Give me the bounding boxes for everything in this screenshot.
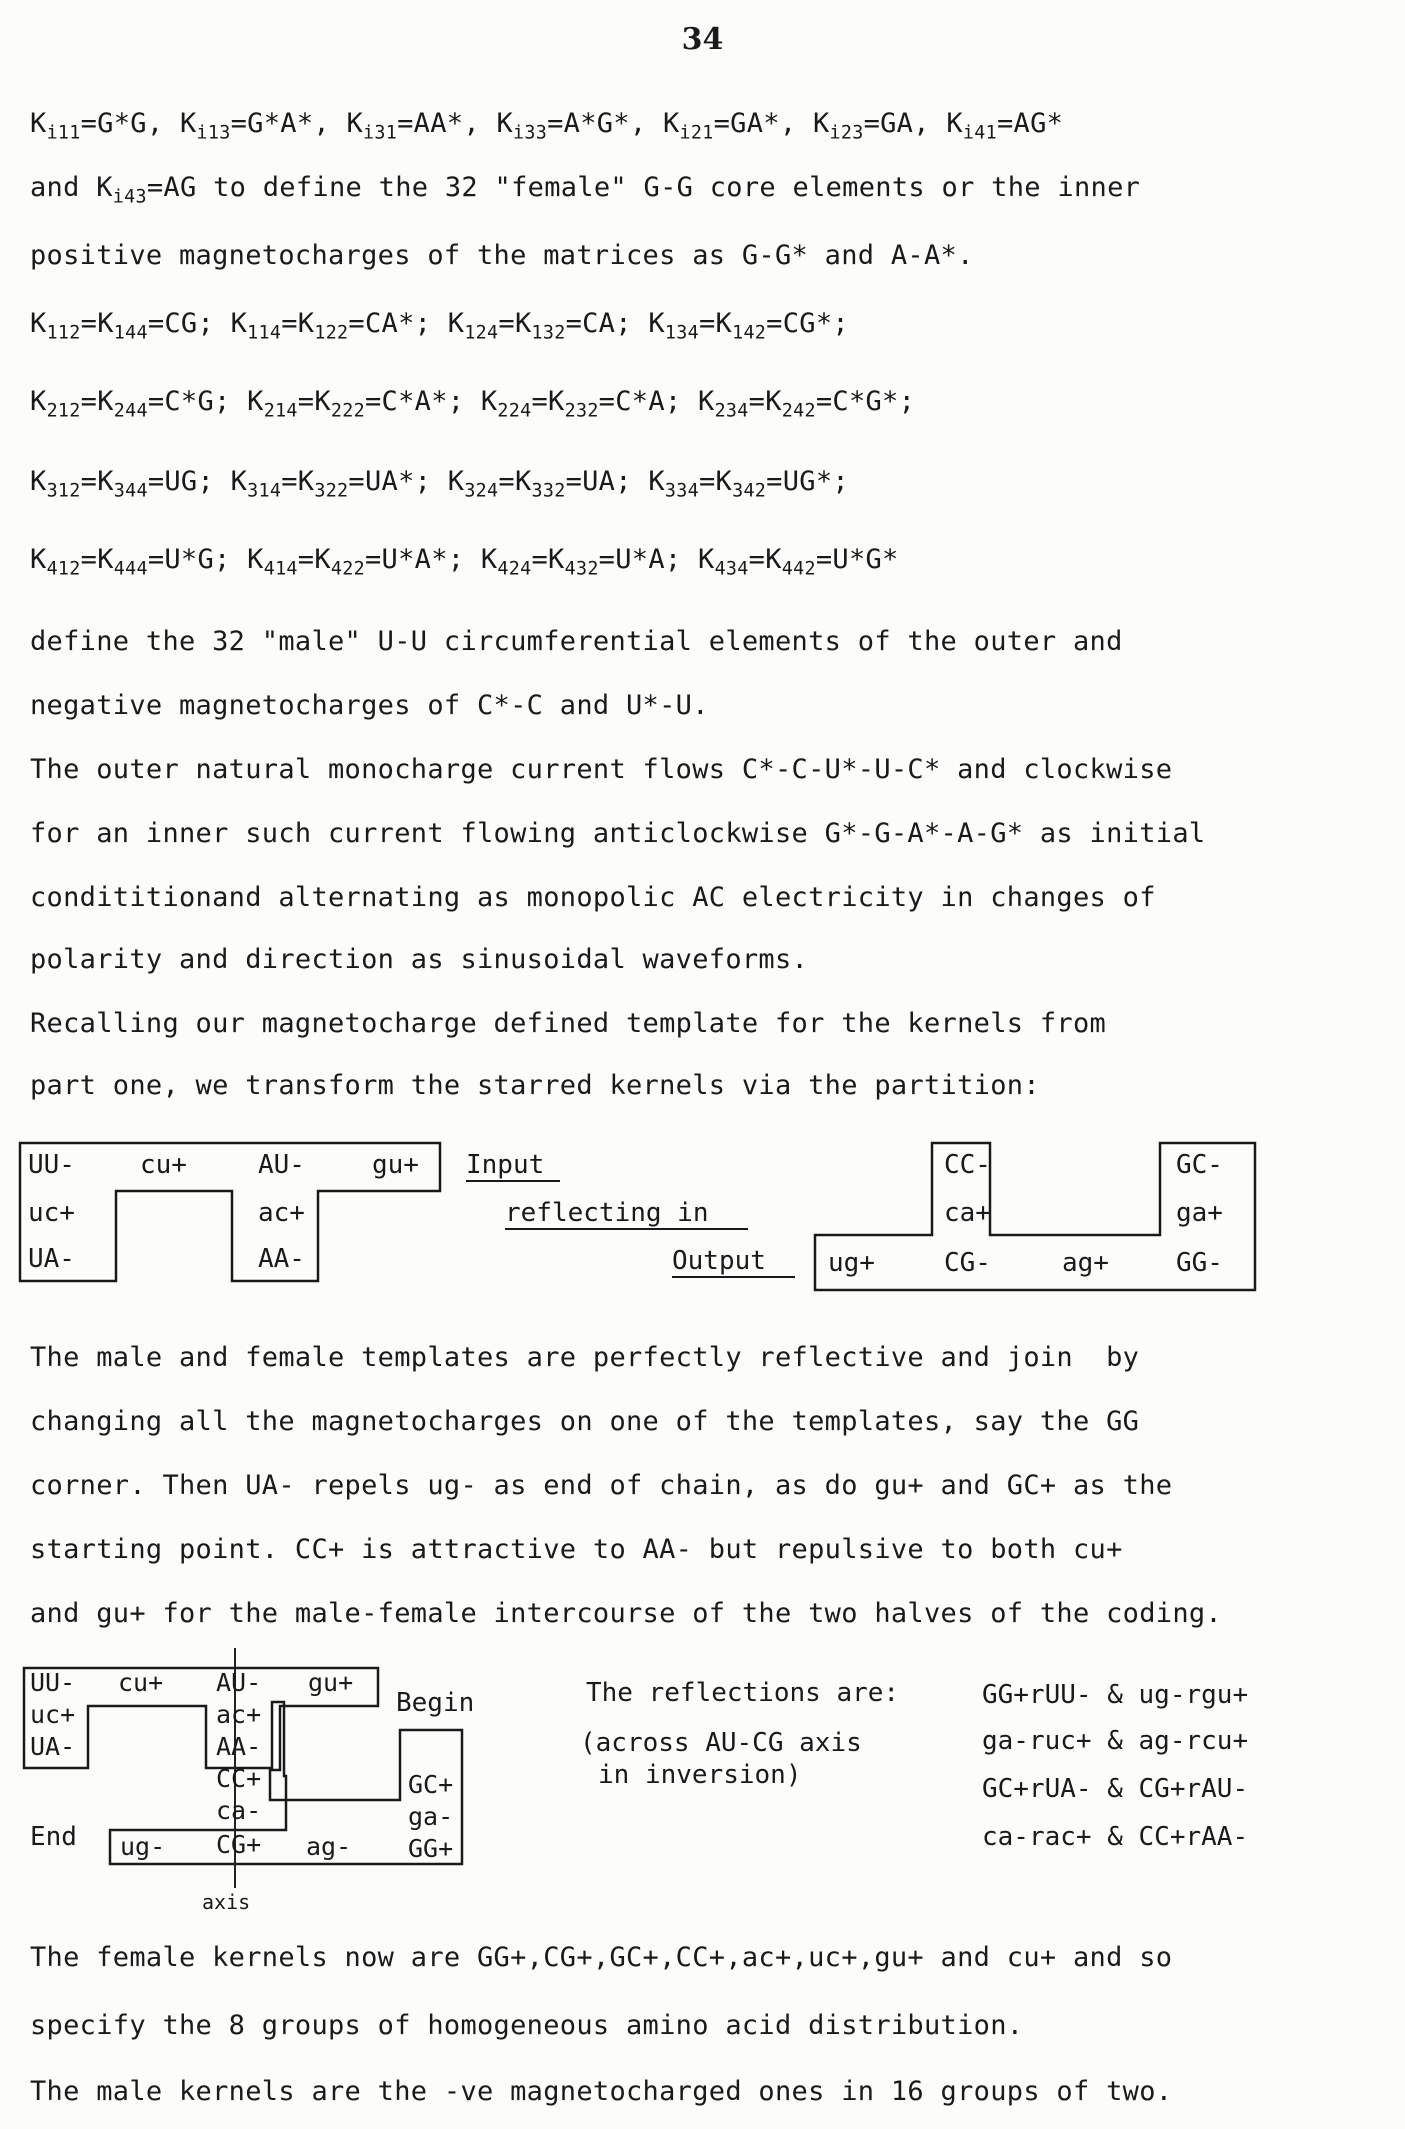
kernel-symbol: K xyxy=(946,108,963,139)
kernel-subscript: i33 xyxy=(513,122,548,144)
text-line: for an inner such current flowing anticlockwise G*-G-A*-A-G* as initial xyxy=(30,818,1206,849)
cell-aa: AA- xyxy=(216,1732,262,1761)
kernel-subscript: 244 xyxy=(113,400,148,422)
kernel-symbol: K xyxy=(30,466,47,497)
kernel-subscript: 312 xyxy=(46,480,81,502)
text-line: changing all the magnetocharges on one of the templates, say the GG xyxy=(30,1406,1140,1437)
cell-au: AU- xyxy=(258,1150,305,1180)
kernel-subscript: 234 xyxy=(714,400,749,422)
kernel-symbol: K xyxy=(247,544,264,575)
kernel-symbol: K xyxy=(648,308,665,339)
text-line: define the 32 "male" U-U circumferential elements of the outer and xyxy=(30,626,1123,657)
input-label: Input xyxy=(466,1150,545,1180)
kernel-symbol: K xyxy=(30,108,47,139)
kernel-subscript: 112 xyxy=(46,322,81,344)
cell-cc: CC- xyxy=(944,1150,991,1180)
cell-ug: ug- xyxy=(120,1832,166,1861)
cell-gc: GC- xyxy=(1176,1150,1223,1180)
cell-uc: uc+ xyxy=(28,1198,75,1228)
cell-ga: ga- xyxy=(408,1802,454,1831)
begin-label: Begin xyxy=(396,1688,475,1718)
cell-aa: AA- xyxy=(258,1244,305,1274)
kernel-symbol: K xyxy=(812,108,830,139)
text-line: starting point. CC+ is attractive to AA- but repulsive to both cu+ xyxy=(30,1534,1123,1565)
kernel-subscript: 314 xyxy=(247,480,282,502)
kernel-subscript: i31 xyxy=(363,122,398,144)
kernel-subscript: 132 xyxy=(531,322,566,344)
kernel-subscript: 212 xyxy=(46,400,81,422)
kernel-line: $K_{412}=K_{444}=U*G$; $K_{414}=K_{422}=U*A*$; $K_{424}=K_{432}=U*A$; $K_{434}=K_{442}=U*G*$ xyxy=(30,544,899,580)
kernel-line: $K_{312}=K_{344}=UG$; $K_{314}=K_{322}=UA*$; $K_{324}=K_{332}=UA$; $K_{334}=K_{342}=UG*$; xyxy=(30,466,849,502)
kernel-symbol: K xyxy=(97,544,114,575)
kernel-subscript: 334 xyxy=(664,480,699,502)
kernel-subscript: 324 xyxy=(464,480,499,502)
cell-ac: ac+ xyxy=(258,1198,305,1228)
reflections-intro: The reflections are: xyxy=(586,1678,900,1708)
end-label: End xyxy=(30,1822,77,1852)
kernel-subscript: 134 xyxy=(664,322,699,344)
kernel-subscript: 124 xyxy=(464,322,499,344)
cell-uc: uc+ xyxy=(30,1700,76,1729)
kernel-subscript: i21 xyxy=(679,122,714,144)
cell-cg: CG+ xyxy=(216,1830,262,1859)
kernel-symbol: K xyxy=(297,308,315,339)
text-line: The male and female templates are perfectly reflective and join by xyxy=(30,1342,1140,1373)
kernel-line: positive magnetocharges of the matrices as G-G* and A-A*. xyxy=(30,240,974,271)
kernel-symbol: K xyxy=(480,386,498,417)
kernel-line: $K_{112}=K_{144}=CG$; $K_{114}=K_{122}=CA*$; $K_{124}=K_{132}=CA$; $K_{134}=K_{142}=CG*$; xyxy=(30,308,849,344)
kernel-symbol: K xyxy=(230,466,248,497)
kernel-subscript: i11 xyxy=(46,122,81,144)
cell-gg: GG- xyxy=(1176,1248,1223,1278)
cell-gg: GG+ xyxy=(408,1834,454,1863)
kernel-symbol: K xyxy=(698,544,715,575)
cell-ca: ca+ xyxy=(944,1198,991,1228)
kernel-subscript: 222 xyxy=(330,400,365,422)
kernel-symbol: K xyxy=(179,108,197,139)
kernel-symbol: K xyxy=(765,544,782,575)
kernel-symbol: K xyxy=(662,108,680,139)
kernel-subscript: 142 xyxy=(732,322,767,344)
kernel-symbol: K xyxy=(698,386,715,417)
cell-ua: UA- xyxy=(28,1244,75,1274)
text-line: condititionand alternating as monopolic AC electricity in changes of xyxy=(30,882,1156,913)
kernel-subscript: 424 xyxy=(497,558,532,580)
kernel-subscript: 422 xyxy=(330,558,365,580)
kernel-symbol: K xyxy=(97,386,114,417)
cell-uu: UU- xyxy=(28,1150,75,1180)
cell-cc: CC+ xyxy=(216,1764,262,1793)
kernel-symbol: K xyxy=(97,466,114,497)
kernel-subscript: 444 xyxy=(113,558,148,580)
kernel-subscript: 412 xyxy=(46,558,81,580)
text-line: and gu+ for the male-female intercourse of the two halves of the coding. xyxy=(30,1598,1222,1629)
kernel-subscript: 434 xyxy=(714,558,749,580)
kernel-symbol: K xyxy=(30,386,47,417)
reflection-pair: GC+rUA- & CG+rAU- xyxy=(982,1774,1249,1804)
text-line: negative magnetocharges of C*-C and U*-U. xyxy=(30,690,709,721)
kernel-subscript: i41 xyxy=(962,122,997,144)
text-line: specify the 8 groups of homogeneous amino acid distribution. xyxy=(30,2010,1024,2041)
cell-ga: ga+ xyxy=(1176,1198,1223,1228)
text-line: The female kernels now are GG+,CG+,GC+,CC+,ac+,uc+,gu+ and cu+ and so xyxy=(30,1942,1173,1973)
kernel-symbol: K xyxy=(514,308,532,339)
kernel-symbol: K xyxy=(297,466,315,497)
kernel-symbol: K xyxy=(548,544,565,575)
kernel-symbol: K xyxy=(230,308,248,339)
kernel-subscript: 114 xyxy=(247,322,282,344)
kernel-symbol: K xyxy=(314,544,331,575)
cell-cu: cu+ xyxy=(140,1150,187,1180)
kernel-subscript: 144 xyxy=(113,322,148,344)
cell-ua: UA- xyxy=(30,1732,76,1761)
kernel-symbol: K xyxy=(314,386,331,417)
reflection-pair: ca-rac+ & CC+rAA- xyxy=(982,1822,1249,1852)
kernel-line: and $K_{i43}=AG$ to define the 32 "female" G-G core elements or the inner xyxy=(30,172,1141,208)
kernel-symbol: K xyxy=(548,386,565,417)
cell-gu: gu+ xyxy=(308,1668,354,1697)
reflecting-label: reflecting in xyxy=(505,1198,709,1228)
cell-au: AU- xyxy=(216,1668,262,1697)
kernel-symbol: K xyxy=(247,386,264,417)
kernel-subscript: 322 xyxy=(314,480,349,502)
cell-ac: ac+ xyxy=(216,1700,262,1729)
kernel-subscript: 122 xyxy=(314,322,349,344)
kernel-subscript: 214 xyxy=(263,400,298,422)
kernel-line: $K_{212}=K_{244}=C*G$; $K_{214}=K_{222}=C*A*$; $K_{224}=K_{232}=C*A$; $K_{234}=K_{242}=C*G*$; xyxy=(30,386,916,422)
kernel-subscript: i13 xyxy=(196,122,231,144)
text-line: Recalling our magnetocharge defined template for the kernels from xyxy=(30,1008,1107,1039)
text-line: corner. Then UA- repels ug- as end of chain, as do gu+ and GC+ as the xyxy=(30,1470,1173,1501)
cell-ug: ug+ xyxy=(828,1248,875,1278)
kernel-subscript: 344 xyxy=(113,480,148,502)
kernel-symbol: K xyxy=(447,466,465,497)
kernel-symbol: K xyxy=(447,308,465,339)
reflections-note: in inversion) xyxy=(598,1760,802,1790)
kernel-subscript: i43 xyxy=(112,186,147,208)
kernel-subscript: 414 xyxy=(263,558,298,580)
reflections-note: (across AU-CG axis xyxy=(580,1728,862,1758)
kernel-subscript: 232 xyxy=(564,400,599,422)
cell-cg: CG- xyxy=(944,1248,991,1278)
cell-gu: gu+ xyxy=(372,1150,419,1180)
kernel-symbol: K xyxy=(96,172,113,203)
cell-gc: GC+ xyxy=(408,1770,454,1799)
text-line: polarity and direction as sinusoidal waveforms. xyxy=(30,944,809,975)
kernel-symbol: K xyxy=(480,544,498,575)
text-line: The outer natural monocharge current flows C*-C-U*-U-C* and clockwise xyxy=(30,754,1173,785)
kernel-symbol: K xyxy=(97,308,114,339)
kernel-subscript: i23 xyxy=(829,122,864,144)
output-label: Output xyxy=(672,1246,766,1276)
kernel-subscript: 242 xyxy=(781,400,816,422)
cell-cu: cu+ xyxy=(118,1668,164,1697)
kernel-symbol: K xyxy=(715,308,733,339)
kernel-symbol: K xyxy=(346,108,364,139)
kernel-symbol: K xyxy=(496,108,514,139)
kernel-subscript: 332 xyxy=(531,480,566,502)
page-number: 34 xyxy=(681,22,724,57)
kernel-subscript: 224 xyxy=(497,400,532,422)
cell-ag: ag+ xyxy=(1062,1248,1109,1278)
kernel-symbol: K xyxy=(765,386,782,417)
text-line: The male kernels are the -ve magnetocharged ones in 16 groups of two. xyxy=(30,2076,1173,2107)
axis-label: axis xyxy=(202,1890,251,1914)
reflection-pair: GG+rUU- & ug-rgu+ xyxy=(982,1680,1249,1710)
kernel-symbol: K xyxy=(514,466,532,497)
kernel-subscript: 442 xyxy=(781,558,816,580)
kernel-subscript: 342 xyxy=(732,480,767,502)
text-line: part one, we transform the starred kernels via the partition: xyxy=(30,1070,1040,1101)
kernel-symbol: K xyxy=(648,466,665,497)
cell-ca: ca- xyxy=(216,1796,262,1825)
kernel-line: $K_{i11}=G*G$, $K_{i13}=G*A*$, $K_{i31}=AA*$, $K_{i33}=A*G*$, $K_{i21}=GA*$, $K_{i23}=GA$, $K_{i41}=AG*$ xyxy=(30,108,1064,144)
kernel-symbol: K xyxy=(715,466,733,497)
kernel-subscript: 432 xyxy=(564,558,599,580)
cell-ag: ag- xyxy=(306,1832,352,1861)
kernel-symbol: K xyxy=(30,544,47,575)
reflection-pair: ga-ruc+ & ag-rcu+ xyxy=(982,1726,1249,1756)
cell-uu: UU- xyxy=(30,1668,76,1697)
kernel-symbol: K xyxy=(30,308,47,339)
